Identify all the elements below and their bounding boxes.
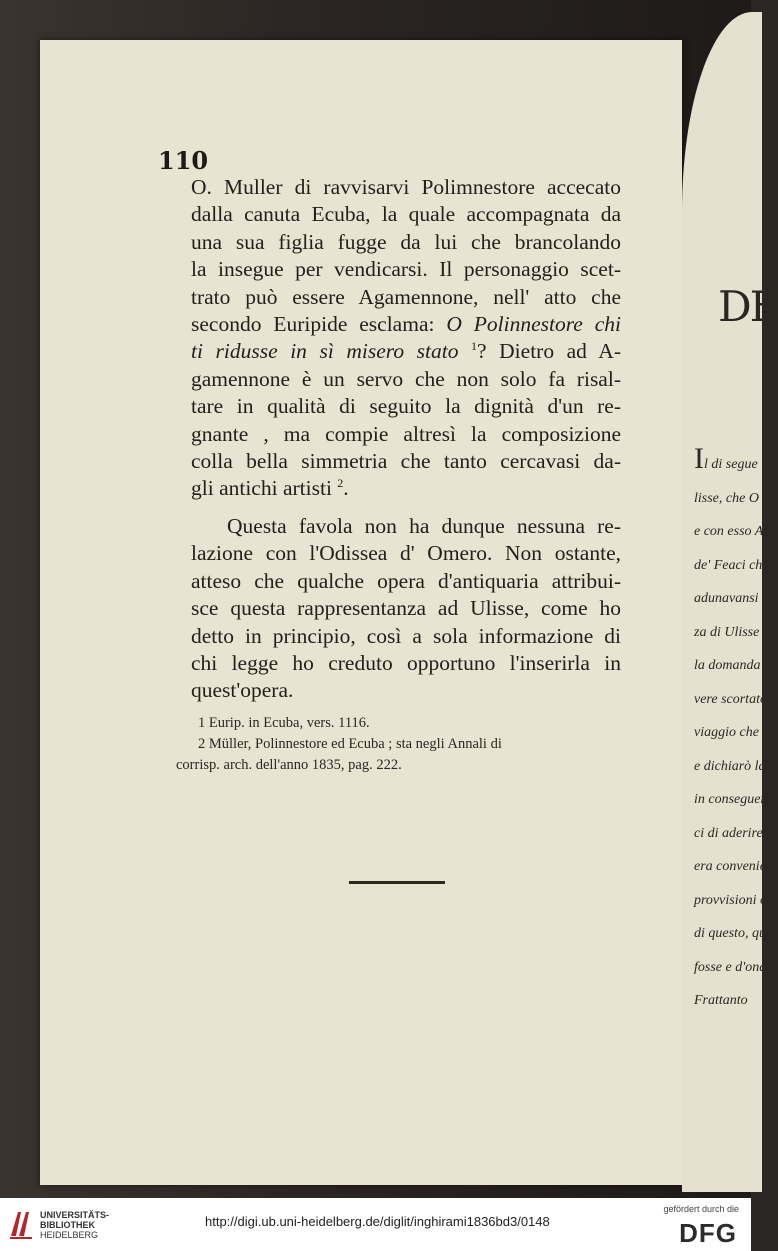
- funding-note: gefördert durch die: [663, 1204, 739, 1214]
- dfg-logo: DFG: [679, 1218, 737, 1248]
- facing-line: fosse e d'ona: [694, 959, 767, 975]
- permalink-url[interactable]: http://digi.ub.uni-heidelberg.de/diglit/inghirami1836bd3/0148: [205, 1214, 550, 1229]
- footnote-ref-1: 1: [471, 339, 478, 354]
- facing-line: lisse, che O: [694, 490, 759, 506]
- facing-line: e dichiarò la: [694, 758, 766, 774]
- text-line: detto in principio, così a sola informazione di: [191, 623, 621, 648]
- text-line: la insegue per vendicarsi. Il personaggio scet-: [191, 257, 621, 282]
- italic-quote: O Polinnestore chi: [446, 312, 621, 337]
- text-line: quest'opera.: [191, 678, 294, 703]
- library-name-line1: UNIVERSITÄTS-: [40, 1210, 110, 1220]
- facing-page: [682, 12, 778, 1192]
- text-segment: secondo Euripide esclama:: [191, 312, 435, 337]
- text-line: Questa favola non ha dunque nessuna re-: [227, 513, 621, 538]
- footnote-2-continued: corrisp. arch. dell'anno 1835, pag. 222.: [176, 757, 402, 773]
- text-segment: gli antichi artisti: [191, 476, 332, 501]
- facing-line: vere scortato: [694, 691, 767, 707]
- text-segment: .: [343, 476, 349, 501]
- body-text: [191, 174, 621, 705]
- italic-quote: ti ridusse in sì misero stato: [191, 339, 459, 364]
- text-line: chi legge ho creduto opportuno l'inserirla in: [191, 650, 621, 675]
- facing-line: era convenie: [694, 859, 766, 874]
- facing-text: [694, 442, 772, 1018]
- text-line: sce questa rappresentanza ad Ulisse, come ho: [191, 596, 621, 621]
- text-line: tare in qualità di seguito la dignità d'un re-: [191, 394, 621, 419]
- university-library-logo-icon: [8, 1208, 34, 1240]
- facing-line: la domanda: [694, 658, 761, 673]
- text-line: gnante , ma compie altresì la composizione: [191, 421, 621, 446]
- footnote-2: 2 Müller, Polinnestore ed Ecuba ; sta negli Annali di: [198, 736, 502, 752]
- footnote-1: 1 Eurip. in Ecuba, vers. 1116.: [198, 715, 370, 731]
- facing-line: in conseguen: [694, 792, 768, 807]
- facing-line: e con esso A: [694, 524, 764, 539]
- library-name-line2: BIBLIOTHEK: [40, 1220, 95, 1230]
- text-line: gamennone è un servo che non solo fa risal-: [191, 366, 621, 391]
- facing-line: de' Feaci ch: [694, 557, 763, 573]
- text-line: atteso che qualche opera d'antiquaria attribui-: [191, 568, 621, 593]
- viewer-footer: [0, 1198, 751, 1251]
- text-line: [191, 311, 621, 338]
- text-line: dalla canuta Ecuba, la quale accompagnata da: [191, 202, 621, 227]
- library-name-line3: HEIDELBERG: [40, 1230, 99, 1240]
- footnotes: [176, 713, 626, 776]
- text-line: trato può essere Agamennone, nell' atto che: [191, 284, 621, 309]
- facing-line: di questo, qu: [694, 926, 766, 941]
- facing-line: ci di aderire: [694, 825, 763, 841]
- text-line: colla bella simmetria che tanto cercavasi da-: [191, 449, 621, 474]
- paragraph-gap: [191, 503, 621, 513]
- facing-line: provvisioni or: [694, 892, 773, 908]
- facing-line: Frattanto: [694, 993, 748, 1008]
- page-number: 110: [158, 146, 209, 175]
- text-line: una sua figlia fugge da lui che brancolando: [191, 229, 621, 254]
- facing-line: [694, 442, 772, 482]
- facing-line: za di Ulisse: [694, 624, 760, 640]
- text-line: [191, 338, 621, 365]
- text-line: O. Muller di ravvisarvi Polimnestore accecato: [191, 175, 621, 199]
- text-segment: ? Dietro ad A-: [477, 339, 621, 364]
- drop-cap: I: [694, 442, 704, 475]
- facing-line-text: l di segue: [704, 457, 758, 472]
- end-rule: [349, 881, 445, 884]
- text-line: lazione con l'Odissea d' Omero. Non ostante,: [191, 541, 621, 566]
- library-name: [40, 1210, 109, 1240]
- facing-heading: DE: [718, 282, 778, 331]
- facing-line: adunavansi: [694, 591, 759, 606]
- text-line: [191, 475, 621, 502]
- footnote-ref-2: 2: [337, 476, 344, 491]
- facing-line: viaggio che: [694, 725, 759, 740]
